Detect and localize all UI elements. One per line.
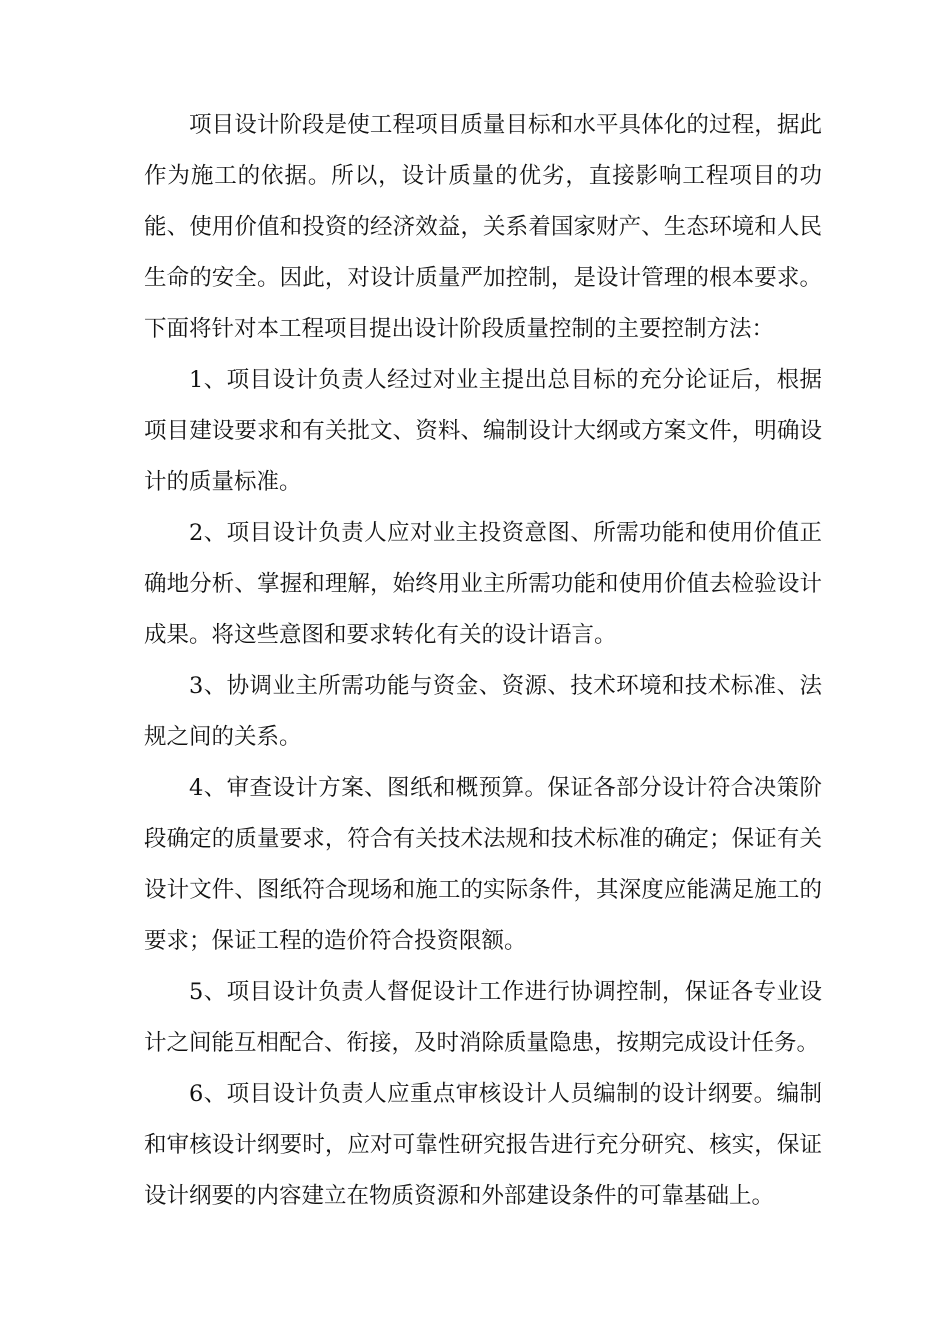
list-item-5: 5、项目设计负责人督促设计工作进行协调控制，保证各专业设计之间能互相配合、衔接，及时消除质量隐患，按期完成设计任务。: [144, 979, 822, 1056]
document-body: [144, 100, 822, 1222]
list-item-2: 2、项目设计负责人应对业主投资意图、所需功能和使用价值正确地分析、掌握和理解，始终用业主所需功能和使用价值去检验设计成果。将这些意图和要求转化有关的设计语言。: [144, 520, 822, 648]
list-item-6: 6、项目设计负责人应重点审核设计人员编制的设计纲要。编制和审核设计纲要时，应对可靠性研究报告进行充分研究、核实，保证设计纲要的内容建立在物质资源和外部建设条件的可靠基础上。: [144, 1081, 822, 1209]
list-item-3: 3、协调业主所需功能与资金、资源、技术环境和技术标准、法规之间的关系。: [144, 673, 822, 750]
list-item-4: 4、审查设计方案、图纸和概预算。保证各部分设计符合决策阶段确定的质量要求，符合有关技术法规和技术标准的确定；保证有关设计文件、图纸符合现场和施工的实际条件，其深度应能满足施工的要求；保证工程的造价符合投资限额。: [144, 775, 822, 954]
intro-paragraph: 项目设计阶段是使工程项目质量目标和水平具体化的过程，据此作为施工的依据。所以，设计质量的优劣，直接影响工程项目的功能、使用价值和投资的经济效益，关系着国家财产、生态环境和人民生命的安全。因此，对设计质量严加控制，是设计管理的根本要求。下面将针对本工程项目提出设计阶段质量控制的主要控制方法：: [144, 112, 822, 342]
list-item-1: 1、项目设计负责人经过对业主提出总目标的充分论证后，根据项目建设要求和有关批文、资料、编制设计大纲或方案文件，明确设计的质量标准。: [144, 367, 822, 495]
